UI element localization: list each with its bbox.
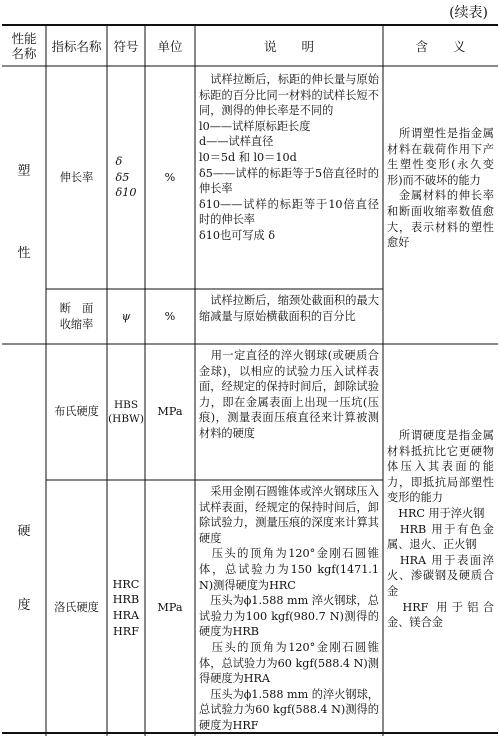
meaning-plasticity: 所谓塑性是指金属材料在载荷作用下产生塑性变形(永久变形)而不破坏的能力 金属材料的伸长率和断面收缩率数值愈大，表示材料的塑性愈好 — [387, 127, 494, 250]
symbol-hrf: HRF — [113, 624, 139, 638]
property-table — [2, 24, 498, 734]
symbols-elongation — [107, 66, 145, 289]
unit-elongation: % — [164, 170, 176, 184]
header-unit: 单位 — [157, 38, 183, 54]
description-reduction-of-area: 试样拉断后，缩颈处截面积的最大缩减量与原始横截面积的百分比 — [199, 294, 379, 323]
category-hardness-char-2: 度 — [17, 598, 31, 613]
symbol-hbw: (HBW) — [108, 413, 144, 425]
symbol-delta10: δ10 — [115, 186, 137, 200]
header-meaning: 含 义 — [415, 38, 466, 54]
metric-rockwell: 洛氏硬度 — [54, 601, 99, 615]
description-elongation: 试样拉断后，标距的伸长量与原始标距的百分比同一材料的试样长短不同，测得的伸长率是不同的 l0——试样原标距长度 d——试样直径 l0＝5d 和 l0＝10d δ5——试样的标距等于5倍直径时的伸长率 δ10——试样的标距等于10倍直径时的伸长率 δ10也可写成 δ — [199, 73, 379, 242]
unit-reduction-of-area: % — [164, 309, 176, 323]
symbol-delta: δ — [115, 155, 123, 169]
category-hardness-char-1: 硬 — [17, 524, 31, 539]
continued-label: (续表) — [449, 5, 488, 21]
metric-elongation: 伸长率 — [59, 170, 94, 184]
symbol-delta5: δ5 — [115, 170, 130, 184]
header-metric: 指标名称 — [51, 38, 102, 54]
header-description: 说 明 — [263, 38, 314, 54]
header-category: 性能 名称 — [11, 31, 37, 61]
symbols-brinell — [107, 344, 145, 480]
unit-rockwell: MPa — [157, 601, 183, 615]
symbol-hra: HRA — [112, 609, 140, 622]
metric-brinell: 布氏硬度 — [54, 405, 99, 419]
meaning-hardness: 所谓硬度是指金属材料抵抗比它更硬物体压入其表面的能力，即抵抗局部塑性变形的能力 HRC 用于淬火钢 HRB 用于有色金属、退火、正火钢 HRA 用于表面淬火、渗碳钢及硬质合金 HRF 用于铝合金、镁合金 — [387, 429, 494, 630]
header-symbol: 符号 — [113, 38, 139, 54]
description-rockwell: 采用金刚石圆锥体或淬火钢球压入试样表面，经规定的保持时间后，卸除试验力，测量压痕的深度来计算其硬度 压头的顶角为120°金刚石圆锥体，总试验力为150 kgf(1471.1 N)测得硬度为HRC 压头为ϕ1.588 mm 淬火钢球，总试验力为100 kgf(980.7 N)测得的硬度为HRB 压头的顶角为120°金刚石圆锥体，总试验力为60 kgf(588.4 N)测得硬度为HRA 压头为ϕ1.588 mm 的淬火钢球，总试验力为60 kgf(588.4 N)测得的硬度为HRF — [199, 485, 379, 732]
category-plasticity-char-1: 塑 — [17, 164, 31, 179]
symbol-hrc: HRC — [112, 577, 140, 591]
category-plasticity-char-2: 性 — [17, 246, 31, 261]
description-brinell: 用一定直径的淬火钢球(或硬质合金球)，以相应的试验力压入试样表面，经规定的保持时间后，卸除试验力，即在金属表面上出现一压坑(压痕)，测量表面压痕直径来计算被测材料的硬度 — [199, 349, 379, 440]
metric-reduction-of-area: 断 面 收缩率 — [59, 301, 94, 331]
symbol-psi: ψ — [121, 309, 131, 323]
symbol-hrb: HRB — [112, 593, 140, 607]
symbol-hbs: HBS — [113, 399, 139, 411]
unit-brinell: MPa — [157, 405, 183, 419]
symbols-rockwell — [107, 480, 145, 736]
